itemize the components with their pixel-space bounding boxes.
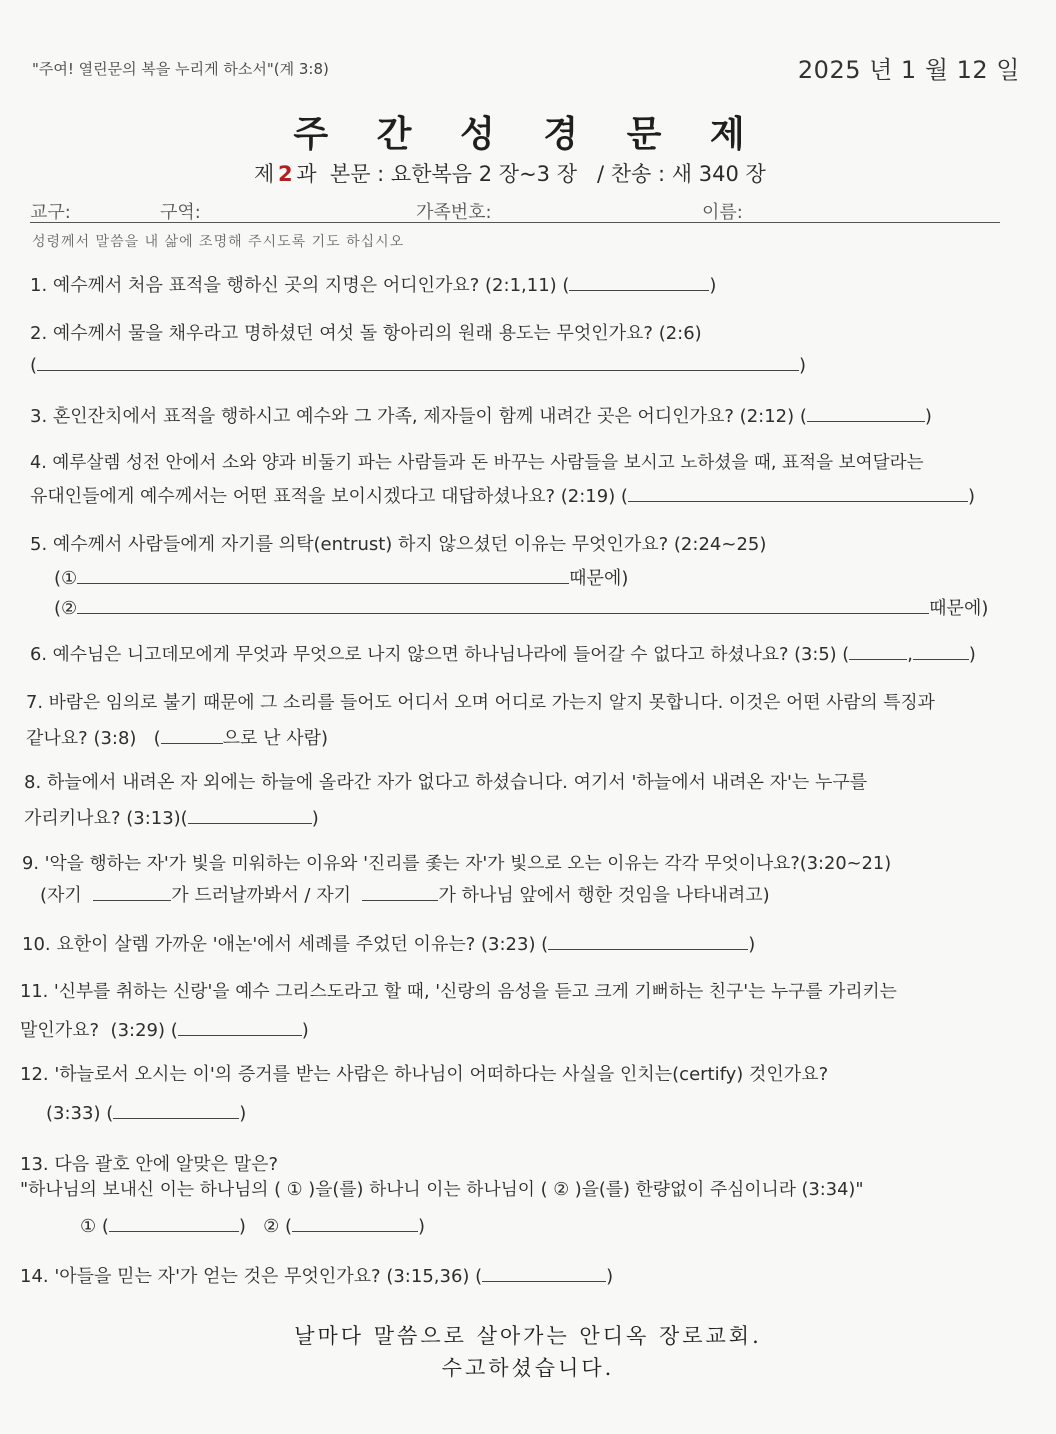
question-3 xyxy=(30,402,932,428)
answer-blank-2[interactable] xyxy=(362,882,438,901)
district-label: 교구: xyxy=(30,202,71,223)
question-4-text-line2: 유대인들에게 예수께서는 어떤 표적을 보이시겠다고 대답하셨나요? (2:19) ( xyxy=(30,486,628,507)
family-no-label: 가족번호: xyxy=(416,202,492,223)
answer-blank[interactable] xyxy=(178,1017,302,1036)
lesson-prefix: 제 xyxy=(254,162,275,186)
question-1 xyxy=(30,271,716,297)
question-10 xyxy=(22,930,755,956)
question-5-answer-1 xyxy=(54,564,628,590)
answer-blank-1[interactable] xyxy=(93,882,171,901)
question-13-quote: "하나님의 보내신 이는 하나님의 ( ① )을(를) 하나니 이는 하나님이 ( ② )을(를) 한량없이 주심이니라 (3:34)" xyxy=(20,1179,864,1200)
question-14-text: 14. '아들을 믿는 자'가 얻는 것은 무엇인가요? (3:15,36) ( xyxy=(20,1266,483,1287)
lesson-number: 2 xyxy=(277,162,293,186)
question-2-text: 2. 예수께서 물을 채우라고 명하셨던 여섯 돌 항아리의 원래 용도는 무엇인가요? (2:6) xyxy=(30,323,702,344)
question-13-text: 13. 다음 괄호 안에 알맞은 말은? xyxy=(20,1154,279,1175)
close-paren: ) xyxy=(709,275,717,296)
because-label: 때문에) xyxy=(929,598,989,619)
answer-blank[interactable] xyxy=(807,403,925,422)
open-paren: ( xyxy=(30,355,38,376)
info-row xyxy=(30,196,1000,223)
close-paren: ) xyxy=(968,644,976,665)
date: 2025 년 1 월 12 일 xyxy=(797,56,1020,84)
question-9-part-b: 가 드러날까봐서 / 자기 xyxy=(171,885,351,906)
close-paren: ) xyxy=(606,1266,614,1287)
answer-blank-2[interactable] xyxy=(292,1213,418,1232)
header-verse: "주여! 열린문의 복을 누리게 하소서"(계 3:8) xyxy=(32,60,329,78)
question-10-text: 10. 요한이 살렘 가까운 '애논'에서 세례를 주었던 이유는? (3:23) ( xyxy=(22,934,549,955)
area-label: 구역: xyxy=(160,202,201,223)
question-8 xyxy=(24,804,319,830)
footer-line-1: 날마다 말씀으로 살아가는 안디옥 장로교회. xyxy=(294,1324,762,1348)
answer-blank[interactable] xyxy=(77,565,569,584)
answer-blank[interactable] xyxy=(569,272,709,291)
answer-blank-1[interactable] xyxy=(109,1213,239,1232)
question-12-ref: (3:33) ( xyxy=(46,1103,114,1124)
close-paren: ) xyxy=(238,1216,246,1237)
question-6 xyxy=(30,641,976,666)
open-paren: ( xyxy=(153,728,161,749)
question-4 xyxy=(30,482,975,508)
question-4-text-line1: 4. 예루살렘 성전 안에서 소와 양과 비둘기 파는 사람들과 돈 바꾸는 사람들을 보시고 노하셨을 때, 표적을 보여달라는 xyxy=(30,453,924,473)
answer-blank-1[interactable] xyxy=(849,641,907,660)
answer-blank-2[interactable] xyxy=(913,641,969,660)
answer-blank[interactable] xyxy=(628,483,968,502)
question-6-text: 6. 예수님은 니고데모에게 무엇과 무엇으로 나지 않으면 하나님나라에 들어갈 수 없다고 하셨나요? (3:5) ( xyxy=(30,644,850,665)
lesson-text: 과 본문 : 요한복음 2 장~3 장 / 찬송 : 새 340 장 xyxy=(296,162,766,186)
close-paren: ) xyxy=(924,406,932,427)
close-paren: ) xyxy=(239,1103,247,1124)
question-14 xyxy=(20,1262,613,1288)
lesson-subtitle xyxy=(254,158,766,188)
question-9-part-a: (자기 xyxy=(40,885,82,906)
question-5-answer-2 xyxy=(54,594,988,620)
question-7-tail: 으로 난 사람) xyxy=(222,728,329,749)
question-9-answer xyxy=(40,881,770,907)
answer-blank[interactable] xyxy=(77,595,929,614)
close-paren: ) xyxy=(301,1020,309,1041)
question-8-text-line2: 가리키나요? (3:13)( xyxy=(24,808,188,829)
because-label: 때문에) xyxy=(569,568,629,589)
question-11-text-line2: 말인가요? (3:29) ( xyxy=(20,1020,178,1041)
answer-blank[interactable] xyxy=(482,1263,606,1282)
close-paren: ) xyxy=(417,1216,426,1237)
question-2-answer xyxy=(30,352,806,376)
footer-line-2: 수고하셨습니다. xyxy=(441,1356,615,1380)
question-7-text-line1: 7. 바람은 임의로 불기 때문에 그 소리를 들어도 어디서 오며 어디로 가는지 알지 못합니다. 이것은 어떤 사람의 특징과 xyxy=(26,692,935,713)
question-5-text: 5. 예수께서 사람들에게 자기를 의탁(entrust) 하지 않으셨던 이유는 무엇인가요? (2:24~25) xyxy=(30,534,767,555)
question-9-part-c: 가 하나님 앞에서 행한 것임을 나타내려고) xyxy=(438,885,770,906)
close-paren: ) xyxy=(967,486,975,507)
question-11-text-line1: 11. '신부를 취하는 신랑'을 예수 그리스도라고 할 때, '신랑의 음성을 듣고 크게 기뻐하는 친구'는 누구를 가리키는 xyxy=(20,981,897,1002)
answer-blank[interactable] xyxy=(37,352,799,371)
answer-marker-2: ② ( xyxy=(263,1216,292,1237)
question-1-text: 1. 예수께서 처음 표적을 행하신 곳의 지명은 어디인가요? (2:1,11) ( xyxy=(30,275,570,296)
comma: , xyxy=(907,644,913,665)
question-3-text: 3. 혼인잔치에서 표적을 행하시고 예수와 그 가족, 제자들이 함께 내려간 곳은 어디인가요? (2:12) ( xyxy=(30,406,807,427)
answer-blank[interactable] xyxy=(188,805,312,824)
close-paren: ) xyxy=(799,355,807,376)
close-paren: ) xyxy=(311,808,319,829)
answer-blank[interactable] xyxy=(113,1100,239,1119)
page-title: 주 간 성 경 문 제 xyxy=(293,114,763,155)
question-8-text-line1: 8. 하늘에서 내려온 자 외에는 하늘에 올라간 자가 없다고 하셨습니다. 여기서 '하늘에서 내려온 자'는 누구를 xyxy=(24,772,868,793)
question-7 xyxy=(26,724,328,750)
answer-blank[interactable] xyxy=(161,725,223,744)
question-12 xyxy=(46,1100,246,1124)
prayer-instruction: 성령께서 말씀을 내 삶에 조명해 주시도록 기도 하십시오 xyxy=(32,234,405,250)
close-paren: ) xyxy=(748,934,756,955)
answer-marker-2: (② xyxy=(54,598,78,619)
question-12-text: 12. '하늘로서 오시는 이'의 증거를 받는 사람은 하나님이 어떠하다는 사실을 인치는(certify) 것인가요? xyxy=(20,1064,829,1085)
answer-marker-1: (① xyxy=(54,568,78,589)
question-13-answers xyxy=(80,1213,425,1237)
question-7-text-line2: 같나요? (3:8) xyxy=(26,728,137,749)
question-11 xyxy=(20,1016,309,1042)
question-9-text: 9. '악을 행하는 자'가 빛을 미워하는 이유와 '진리를 좇는 자'가 빛으로 오는 이유는 각각 무엇이나요?(3:20~21) xyxy=(22,853,892,874)
answer-marker-1: ① ( xyxy=(80,1216,109,1237)
name-label: 이름: xyxy=(702,202,743,223)
answer-blank[interactable] xyxy=(548,931,748,950)
